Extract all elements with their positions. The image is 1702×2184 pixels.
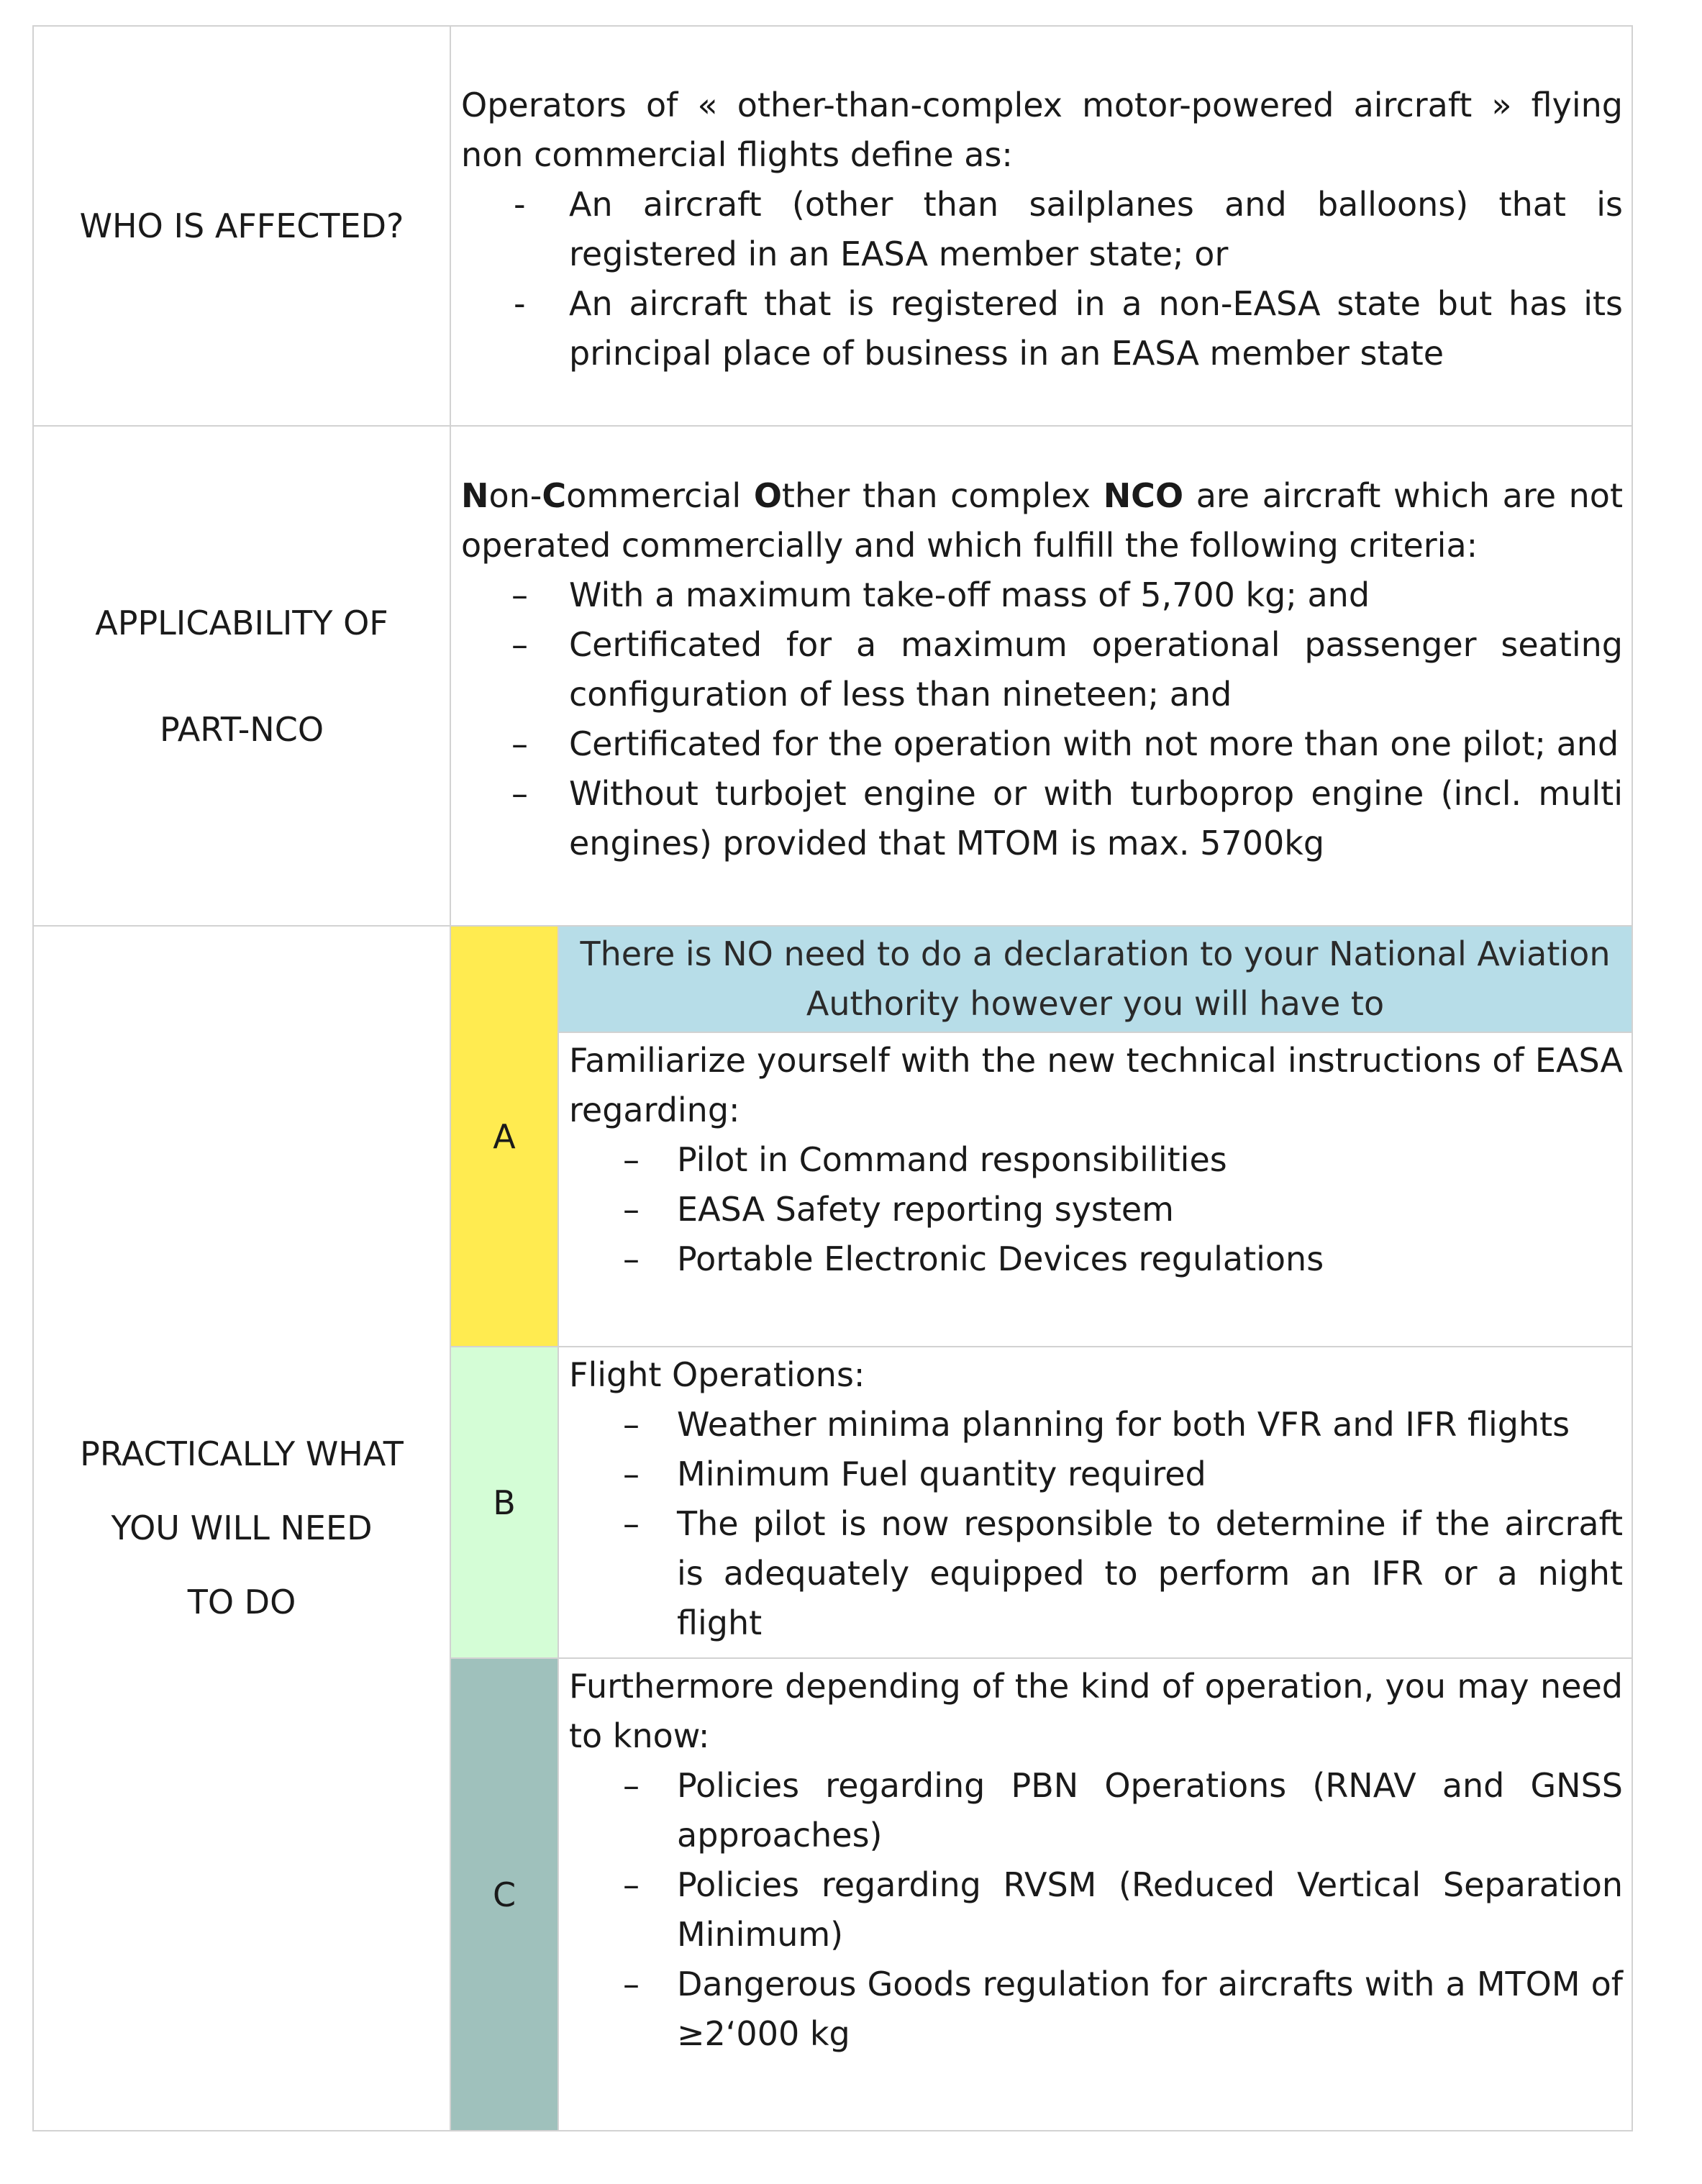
list-item-text: Certificated for the operation with not more than one pilot; and (569, 724, 1619, 763)
intro-text-part: ther than complex (781, 476, 1103, 515)
applicability-label-line: PART-NCO (159, 709, 324, 749)
dash-bullet: - (514, 284, 526, 323)
section-b-body (559, 1347, 1632, 1648)
list-item (461, 570, 1623, 620)
list-item-text: The pilot is now responsible to determine if the aircraft is adequately equipped to perform an IFR or a night flight (677, 1504, 1623, 1642)
bold-letter: N (461, 476, 489, 515)
letter-cell-c: C (451, 1659, 559, 2130)
letter-cell-a: A (451, 927, 559, 1346)
practical-row (34, 927, 1632, 2130)
bold-letter: C (542, 476, 567, 515)
list-item (569, 1400, 1623, 1450)
applicability-row (34, 427, 1632, 927)
list-item (569, 1860, 1623, 1960)
section-c-body (559, 1659, 1632, 2059)
applicability-intro (461, 471, 1623, 570)
dash-bullet: – (623, 1239, 640, 1278)
list-item-text: Portable Electronic Devices regulations (677, 1239, 1324, 1278)
section-a-intro: Familiarize yourself with the new technical instructions of EASA regarding: (569, 1041, 1623, 1129)
bold-letter: O (753, 476, 782, 515)
list-item-text: Minimum Fuel quantity required (677, 1455, 1206, 1493)
list-item-text: Pilot in Command responsibilities (677, 1140, 1227, 1179)
dash-bullet: – (511, 575, 528, 614)
who-affected-label: WHO IS AFFECTED? (79, 206, 404, 245)
no-declaration-notice: There is NO need to do a declaration to your National Aviation Authority however you will have to (559, 927, 1632, 1033)
applicability-label-line: APPLICABILITY OF (95, 603, 388, 642)
list-item-text: With a maximum take-off mass of 5,700 kg; and (569, 575, 1370, 614)
dash-bullet: – (511, 625, 528, 664)
dash-bullet: – (623, 1504, 640, 1543)
list-item (569, 1499, 1623, 1648)
list-item-text: EASA Safety reporting system (677, 1190, 1174, 1229)
practical-label-line: TO DO (187, 1583, 296, 1621)
intro-text-part: on- (488, 476, 542, 515)
section-b-content (559, 1347, 1632, 1657)
section-c-intro: Furthermore depending of the kind of operation, you may need to know: (569, 1667, 1623, 1755)
list-item (461, 180, 1623, 279)
practical-sections (451, 927, 1632, 2130)
list-item (569, 1185, 1623, 1234)
dash-bullet: – (623, 1405, 640, 1444)
dash-bullet: – (623, 1140, 640, 1179)
applicability-content (451, 427, 1632, 925)
section-a-body (559, 1033, 1632, 1284)
who-affected-intro: Operators of « other-than-complex motor-powered aircraft » flying non commercial flights define as: (461, 86, 1623, 174)
dash-bullet: – (623, 1190, 640, 1229)
applicability-label-cell (34, 427, 451, 925)
list-item-text: An aircraft (other than sailplanes and balloons) that is registered in an EASA member state; or (569, 185, 1623, 273)
intro-text-part: are aircraft which are not operated commercially and which fulfill the following criteria: (461, 476, 1623, 565)
practical-label-line: PRACTICALLY WHAT (80, 1434, 404, 1473)
list-item (569, 1960, 1623, 2059)
list-item (569, 1135, 1623, 1185)
nco-info-table (32, 25, 1633, 2131)
section-c-content (559, 1659, 1632, 2130)
dash-bullet: – (511, 774, 528, 813)
list-item (461, 719, 1623, 769)
list-item (569, 1234, 1623, 1284)
dash-bullet: – (511, 724, 528, 763)
practical-label-line: YOU WILL NEED (111, 1509, 373, 1547)
list-item (461, 279, 1623, 378)
list-item (569, 1450, 1623, 1499)
list-item (569, 1761, 1623, 1860)
dash-bullet: – (623, 1865, 640, 1904)
dash-bullet: - (514, 185, 526, 224)
bold-acronym: NCO (1103, 476, 1184, 515)
list-item-text: Policies regarding PBN Operations (RNAV and GNSS approaches) (677, 1766, 1623, 1855)
list-item (461, 769, 1623, 868)
intro-text-part: ommercial (566, 476, 754, 515)
list-item (461, 620, 1623, 719)
list-item-text: Weather minima planning for both VFR and IFR flights (677, 1405, 1570, 1444)
section-a-content (559, 927, 1632, 1346)
practical-label-cell (34, 927, 451, 2130)
list-item-text: Policies regarding RVSM (Reduced Vertical Separation Minimum) (677, 1865, 1623, 1954)
section-b-intro: Flight Operations: (569, 1355, 865, 1394)
who-affected-row (34, 27, 1632, 427)
dash-bullet: – (623, 1455, 640, 1493)
letter-cell-b: B (451, 1347, 559, 1657)
dash-bullet: – (623, 1965, 640, 2003)
list-item-text: An aircraft that is registered in a non-EASA state but has its principal place of business in an EASA member state (569, 284, 1623, 373)
section-a (451, 927, 1632, 1347)
list-item-text: Without turbojet engine or with turboprop engine (incl. multi engines) provided that MTOM is max. 5700kg (569, 774, 1623, 863)
who-affected-label-cell (34, 27, 451, 425)
list-item-text: Dangerous Goods regulation for aircrafts with a MTOM of ≥2‘000 kg (677, 1965, 1623, 2053)
list-item-text: Certificated for a maximum operational passenger seating configuration of less than nineteen; and (569, 625, 1623, 714)
section-b (451, 1347, 1632, 1659)
who-affected-content (451, 27, 1632, 425)
dash-bullet: – (623, 1766, 640, 1805)
section-c (451, 1659, 1632, 2130)
